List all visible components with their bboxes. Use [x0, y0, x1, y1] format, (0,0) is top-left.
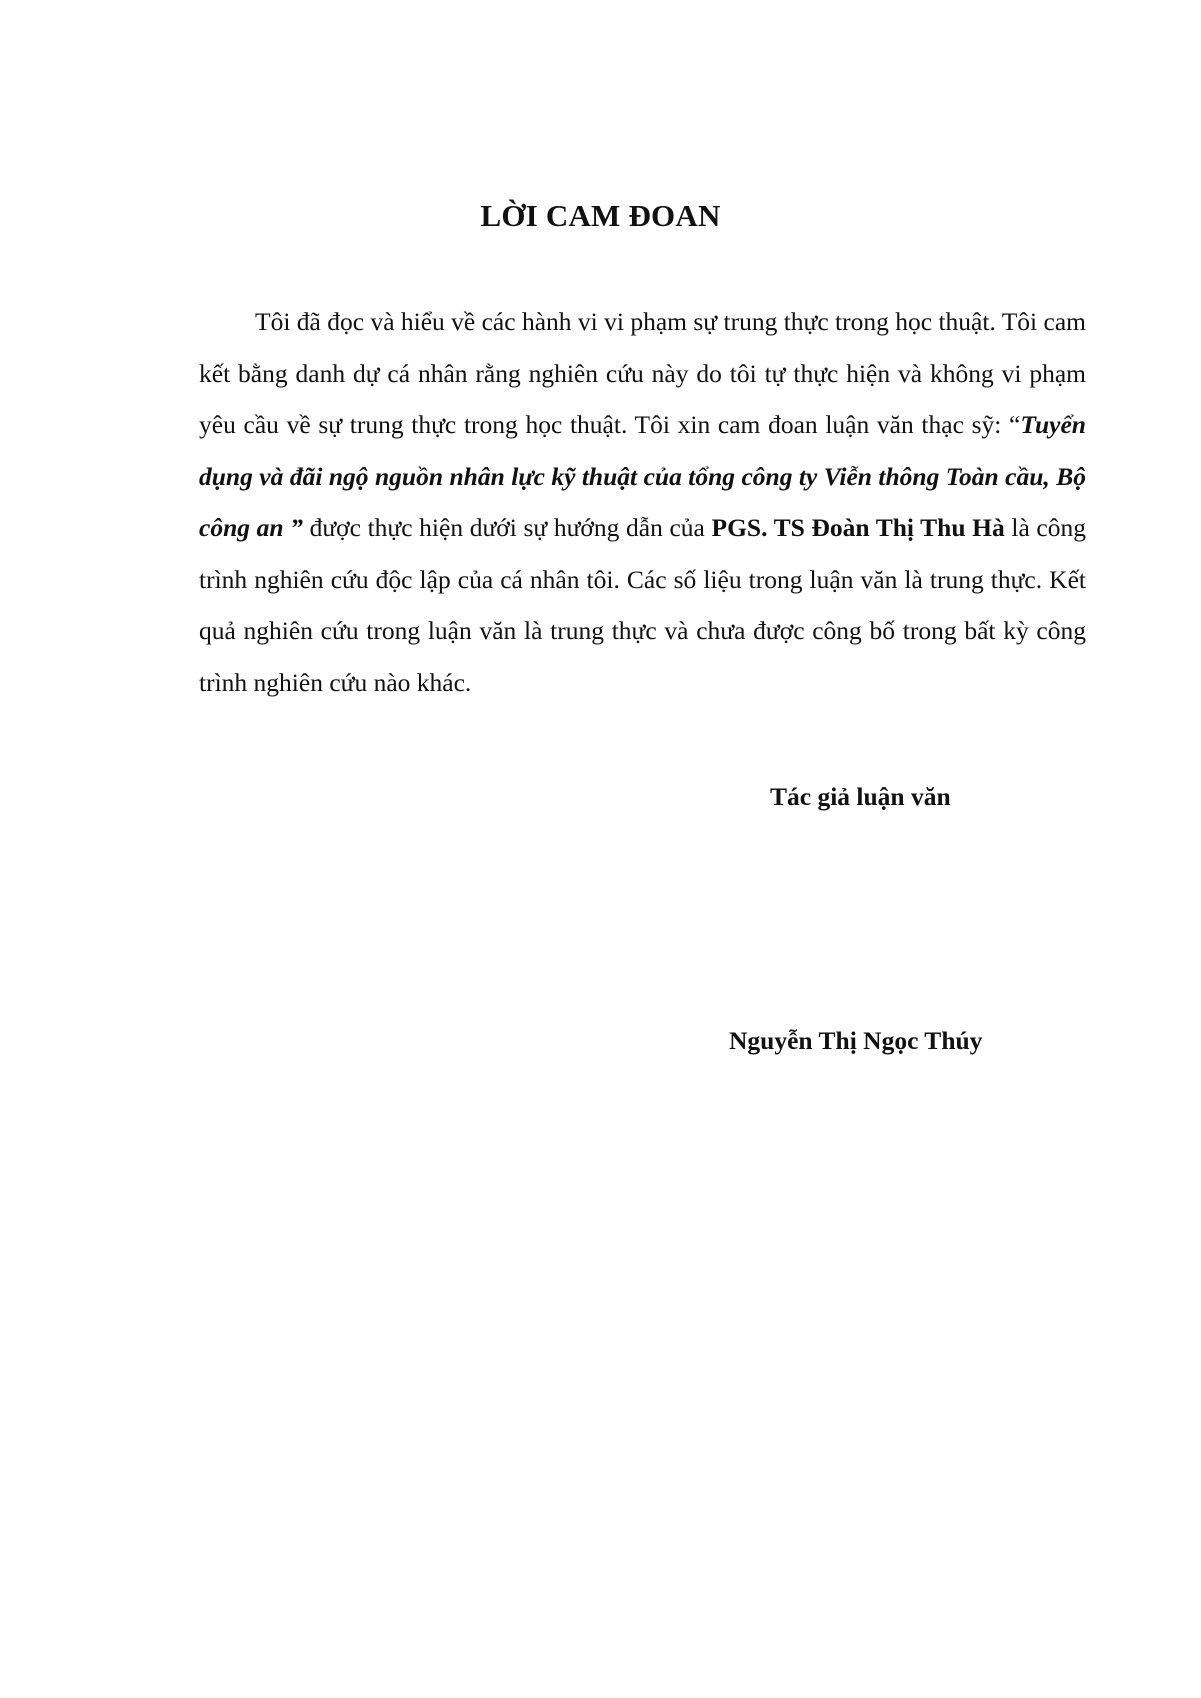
declaration-paragraph: [199, 296, 1086, 708]
author-label: Tác giả luận văn: [770, 782, 951, 811]
author-name: Nguyễn Thị Ngọc Thúy: [729, 1026, 983, 1055]
page-title: LỜI CAM ĐOAN: [480, 198, 721, 233]
thesis-title: Tuyển dụng và đãi ngộ nguồn nhân lực kỹ thuật của tổng công ty Viễn thông Toàn cầu, Bộ công an ”: [199, 410, 1086, 542]
advisor-name: PGS. TS Đoàn Thị Thu Hà: [711, 513, 1005, 542]
paragraph-text-1: Tôi đã đọc và hiểu về các hành vi vi phạm sự trung thực trong học thuật. Tôi cam kết bằng danh dự cá nhân rằng nghiên cứu này do tôi tự thực hiện và không vi phạm yêu cầu về sự trung thực trong học thuật. Tôi xin cam đoan luận văn thạc sỹ: “: [199, 307, 1086, 439]
paragraph-text-2: được thực hiện dưới sự hướng dẫn của: [302, 513, 712, 542]
paragraph-text-3: là công trình nghiên cứu độc lập của cá nhân tôi. Các số liệu trong luận văn là trung thực. Kết quả nghiên cứu trong luận văn là trung thực và chưa được công bố trong bất kỳ công trình nghiên cứu nào khác.: [199, 513, 1086, 697]
